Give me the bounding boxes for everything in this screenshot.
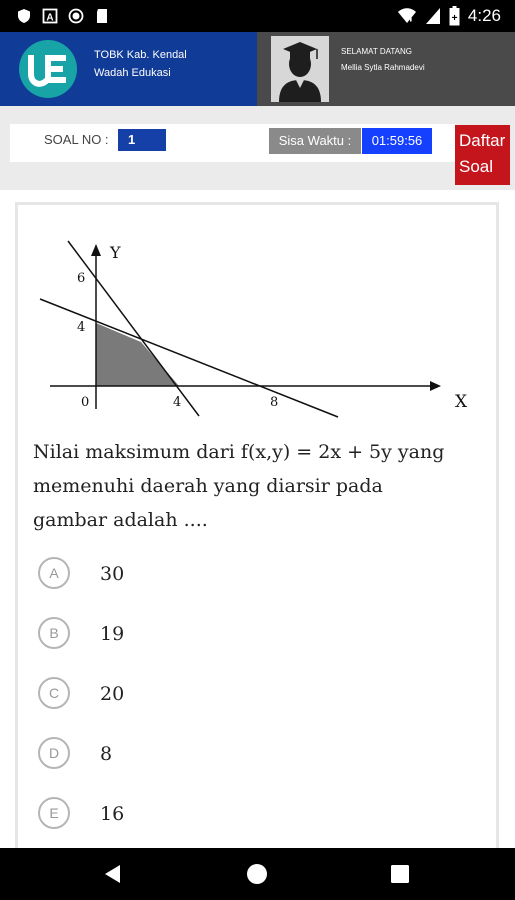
option-b[interactable] [38, 617, 238, 651]
brand-name: TOBK Kab. Kendal [94, 49, 187, 61]
question-number-label: SOAL NO : [44, 132, 109, 147]
question-line: Nilai maksimum dari f(x,y) = 2x + 5y yang [33, 441, 445, 463]
question-line: memenuhi daerah yang diarsir pada [33, 475, 383, 497]
home-icon[interactable] [246, 863, 268, 885]
welcome-text [341, 44, 425, 76]
brand-text [94, 46, 187, 82]
option-d-radio[interactable]: D [38, 737, 70, 769]
option-e-radio[interactable]: E [38, 797, 70, 829]
x-axis-arrow [430, 381, 441, 391]
shield-icon [16, 8, 32, 24]
time-remaining-value: 01:59:56 [362, 128, 432, 154]
wifi-icon [397, 7, 417, 25]
x-tick-4: 4 [173, 395, 182, 410]
status-right-icons [397, 6, 501, 26]
svg-text:A: A [46, 12, 54, 24]
question-text [33, 435, 483, 537]
option-b-radio[interactable]: B [38, 617, 70, 649]
option-a-text: 30 [100, 563, 125, 585]
question-line: gambar adalah .... [33, 509, 208, 531]
x-tick-0: 0 [81, 395, 90, 410]
time-remaining-label: Sisa Waktu : [269, 128, 361, 154]
battery-icon [449, 6, 460, 26]
app-logo [17, 40, 79, 98]
x-tick-8: 8 [270, 395, 279, 410]
option-d[interactable] [38, 737, 238, 771]
question-number: 1 [118, 129, 166, 151]
question-list-button[interactable] [455, 125, 510, 185]
option-a[interactable] [38, 557, 238, 591]
question-list-label-line2: Soal [459, 157, 494, 176]
avatar [271, 36, 329, 102]
brand-tagline: Wadah Edukasi [94, 67, 171, 79]
option-e-text: 16 [100, 803, 125, 825]
app-header [0, 32, 515, 106]
option-d-text: 8 [100, 743, 113, 765]
signal-icon [425, 7, 441, 25]
shaded-region [96, 323, 179, 386]
question-graph [35, 234, 475, 424]
option-b-text: 19 [100, 623, 125, 645]
recents-icon[interactable] [391, 865, 409, 883]
y-tick-4: 4 [77, 320, 86, 335]
constraint-line-1 [68, 241, 199, 416]
option-c[interactable] [38, 677, 238, 711]
y-tick-6: 6 [77, 271, 86, 286]
navigation-bar [0, 848, 515, 900]
back-icon[interactable] [103, 864, 123, 884]
option-a-radio[interactable]: A [38, 557, 70, 589]
x-axis-label: X [455, 392, 468, 412]
status-left-icons [16, 8, 110, 24]
a-box-icon [42, 8, 58, 24]
user-panel [257, 32, 515, 106]
y-axis-arrow [91, 244, 101, 256]
option-c-radio[interactable]: C [38, 677, 70, 709]
welcome-label: SELAMAT DATANG [341, 47, 412, 56]
y-axis-label: Y [110, 243, 121, 262]
svg-text:+: + [451, 13, 458, 24]
clock: 4:26 [467, 6, 501, 25]
option-c-text: 20 [100, 683, 125, 705]
user-name: Mellia Sytla Rahmadevi [341, 63, 425, 72]
option-e[interactable] [38, 797, 238, 831]
question-list-label-line1: Daftar [459, 131, 506, 150]
record-icon [68, 8, 84, 24]
status-bar [0, 0, 515, 32]
sd-card-icon [94, 8, 110, 24]
